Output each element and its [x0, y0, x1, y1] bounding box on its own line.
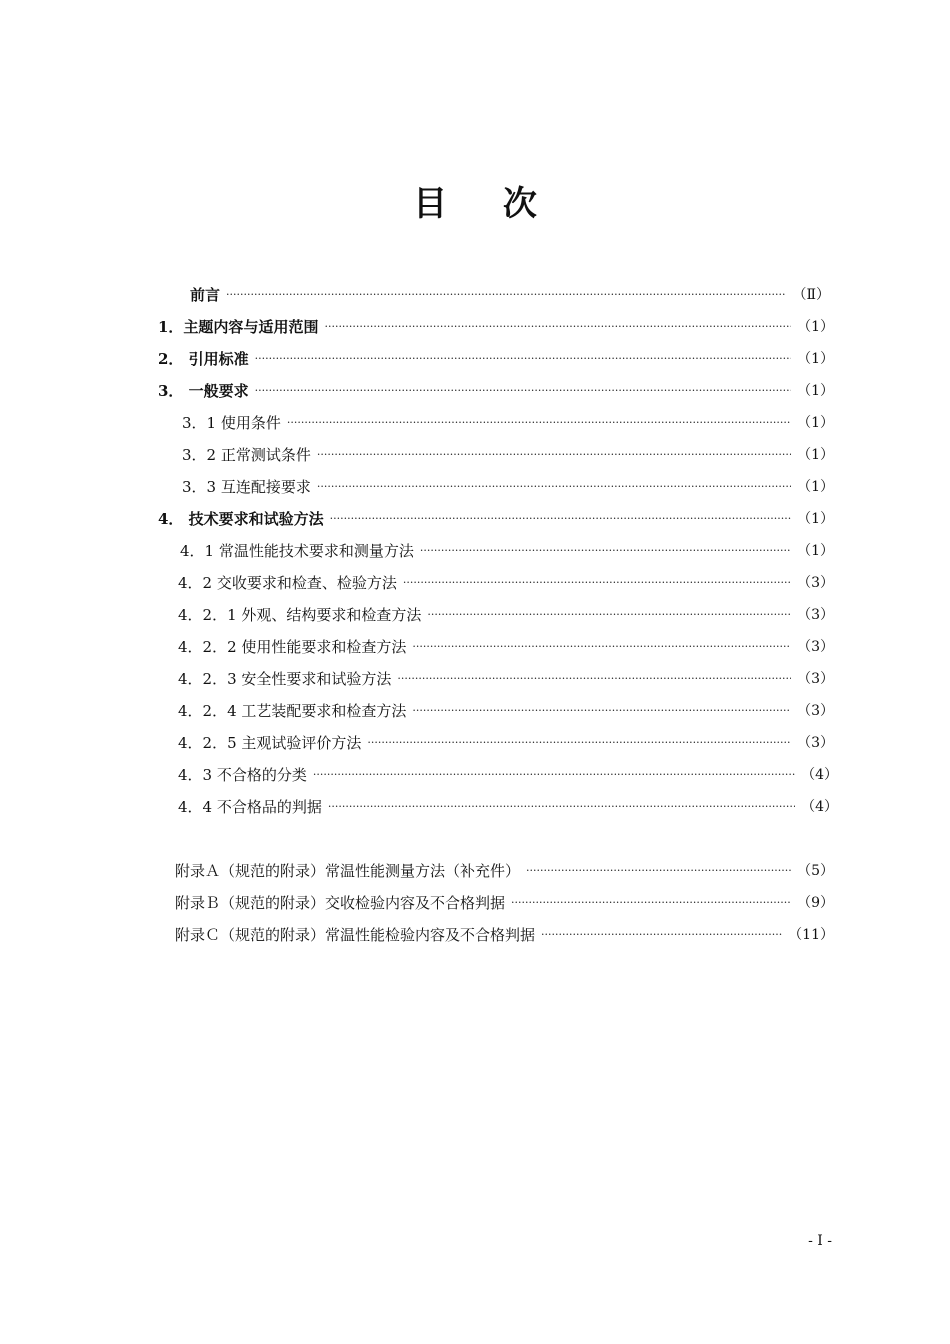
- toc-entry-4-1[interactable]: [180, 538, 834, 562]
- toc-entry-label: 4．2．5 主观试验评价方法: [178, 733, 362, 752]
- toc-leader-dots: [324, 314, 791, 338]
- toc-entry-label: 4．3 不合格的分类: [178, 765, 307, 784]
- toc-entry-label: 4．4 不合格品的判据: [178, 797, 322, 816]
- toc-entry-page: （1）: [797, 319, 834, 335]
- toc-entry-page: （1）: [797, 383, 834, 399]
- toc-leader-dots: [412, 634, 791, 658]
- toc-leader-dots: [328, 794, 795, 818]
- toc-entry-3-3[interactable]: [182, 474, 834, 498]
- toc-leader-dots: [541, 922, 782, 946]
- toc-entry-page: （1）: [797, 415, 834, 431]
- toc-entry-2[interactable]: [158, 346, 834, 370]
- toc-leader-dots: [526, 858, 791, 882]
- toc-entry-label: 1．主题内容与适用范围: [158, 317, 319, 336]
- toc-entry-4-3[interactable]: [178, 762, 838, 786]
- toc-entry-appendix-a[interactable]: [175, 858, 834, 882]
- toc-entry-label: 附录Ｂ（规范的附录）交收检验内容及不合格判据: [175, 893, 506, 912]
- toc-leader-dots: [412, 698, 791, 722]
- toc-entry-page: （3）: [797, 607, 834, 623]
- toc-entry-page: （1）: [797, 447, 834, 463]
- toc-entry-page: （11）: [788, 927, 834, 943]
- toc-leader-dots: [317, 442, 791, 466]
- toc-leader-dots: [287, 410, 791, 434]
- toc-entry-label: 4．2 交收要求和检查、检验方法: [178, 573, 397, 592]
- toc-entry-4-2-3[interactable]: [178, 666, 834, 690]
- toc-entry-4-2-2[interactable]: [178, 634, 834, 658]
- toc-leader-dots: [511, 890, 791, 914]
- toc-entry-label: 4．2．2 使用性能要求和检查方法: [178, 637, 407, 656]
- toc-entry-page: （3）: [797, 703, 834, 719]
- toc-entry-page: （1）: [797, 543, 834, 559]
- toc-entry-label: 3． 一般要求: [158, 381, 249, 400]
- toc-entry-4-2-1[interactable]: [178, 602, 834, 626]
- toc-entry-page: （1）: [797, 351, 834, 367]
- toc-leader-dots: [330, 506, 791, 530]
- toc-leader-dots: [367, 730, 791, 754]
- toc-entry-4-2-5[interactable]: [178, 730, 834, 754]
- toc-entry-page: （3）: [797, 575, 834, 591]
- toc-entry-label: 附录Ｃ（规范的附录）常温性能检验内容及不合格判据: [175, 925, 536, 944]
- toc-entry-3-1[interactable]: [182, 410, 834, 434]
- toc-entry-4-2[interactable]: [178, 570, 834, 594]
- toc-entry-label: 3．1 使用条件: [182, 413, 281, 432]
- toc-entry-label: 2． 引用标准: [158, 349, 249, 368]
- toc-entry-appendix-b[interactable]: [175, 890, 834, 914]
- toc-entry-4-2-4[interactable]: [178, 698, 834, 722]
- toc-entry-page: （4）: [801, 799, 838, 815]
- toc-leader-dots: [255, 378, 791, 402]
- toc-entry-label: 4．1 常温性能技术要求和测量方法: [180, 541, 414, 560]
- toc-entry-label: 3．2 正常测试条件: [182, 445, 311, 464]
- toc-entry-3-2[interactable]: [182, 442, 834, 466]
- toc-entry-preface[interactable]: [190, 282, 830, 306]
- toc-entry-page: （3）: [797, 639, 834, 655]
- toc-entry-label: 前言: [190, 285, 221, 304]
- toc-leader-dots: [255, 346, 791, 370]
- toc-leader-dots: [317, 474, 791, 498]
- toc-entry-page: （3）: [797, 671, 834, 687]
- toc-leader-dots: [397, 666, 791, 690]
- toc-leader-dots: [313, 762, 795, 786]
- toc-leader-dots: [420, 538, 791, 562]
- toc-entry-page: （1）: [797, 479, 834, 495]
- toc-entry-label: 3．3 互连配接要求: [182, 477, 311, 496]
- page-title: 目 次: [413, 184, 559, 224]
- toc-entry-4[interactable]: [158, 506, 834, 530]
- toc-leader-dots: [403, 570, 791, 594]
- toc-entry-1[interactable]: [158, 314, 834, 338]
- toc-entry-page: （3）: [797, 735, 834, 751]
- toc-leader-dots: [427, 602, 791, 626]
- toc-entry-label: 附录Ａ（规范的附录）常温性能测量方法（补充件）: [175, 861, 521, 880]
- toc-entry-appendix-c[interactable]: [175, 922, 834, 946]
- toc-entry-page: （9）: [797, 895, 834, 911]
- toc-entry-label: 4．2．3 安全性要求和试验方法: [178, 669, 392, 688]
- toc-entry-page: （4）: [801, 767, 838, 783]
- toc-entry-label: 4．2．1 外观、结构要求和检查方法: [178, 605, 422, 624]
- toc-entry-4-4[interactable]: [178, 794, 838, 818]
- page-number: - I -: [808, 1233, 832, 1249]
- toc-leader-dots: [226, 282, 786, 306]
- toc-entry-page: （Ⅱ）: [792, 287, 830, 303]
- toc-entry-label: 4． 技术要求和试验方法: [158, 509, 324, 528]
- toc-entry-page: （1）: [797, 511, 834, 527]
- toc-entry-3[interactable]: [158, 378, 834, 402]
- toc-entry-label: 4．2．4 工艺装配要求和检查方法: [178, 701, 407, 720]
- toc-entry-page: （5）: [797, 863, 834, 879]
